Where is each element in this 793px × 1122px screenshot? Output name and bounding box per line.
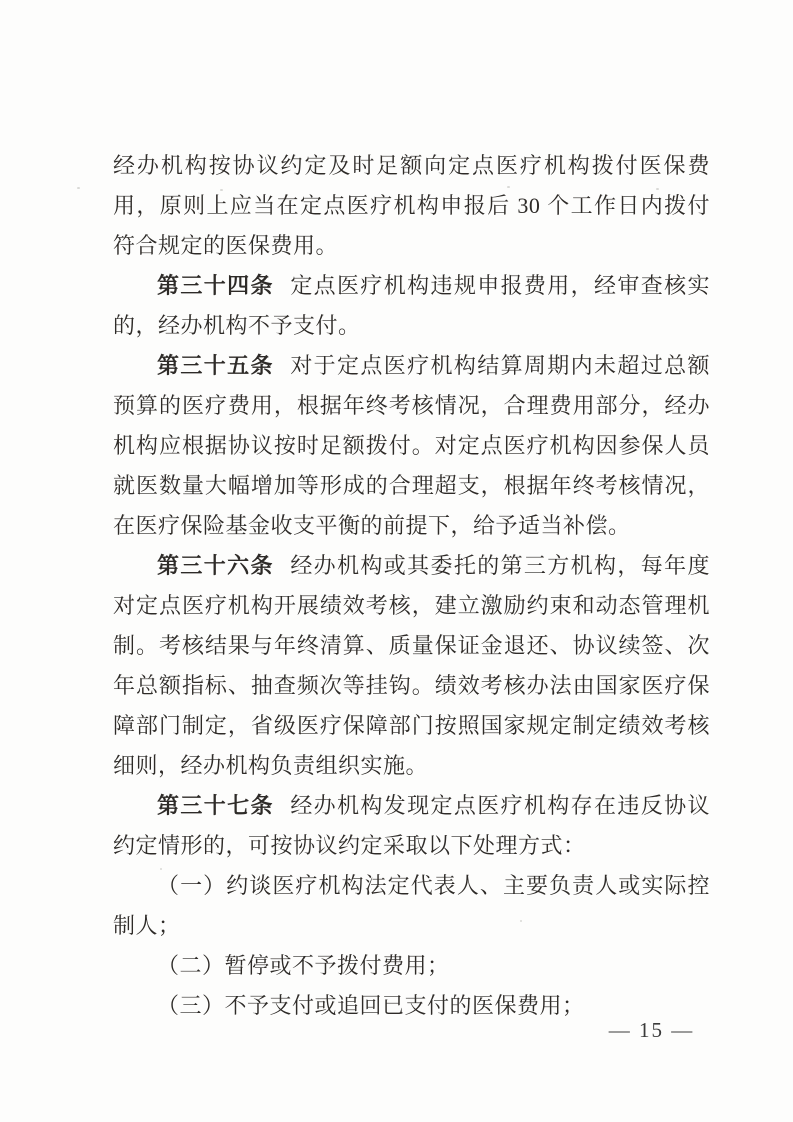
paragraph-text: 经办机构发现定点医疗机构存在违反协议约定情形的，可按协议约定采取以下处理方式： <box>113 793 710 858</box>
paragraph-article-36 <box>113 546 710 786</box>
paragraph-article-34 <box>113 266 710 346</box>
scan-speckle <box>77 187 80 189</box>
paragraph-text: 对于定点医疗机构结算周期内未超过总额预算的医疗费用，根据年终考核情况，合理费用部分，经办机构应根据协议按时足额拨付。对定点医疗机构因参保人员就医数量大幅增加等形成的合理超支，根据年终考核情况，在医疗保险基金收支平衡的前提下，给予适当补偿。 <box>113 353 710 538</box>
article-label: 第三十六条 <box>157 553 274 578</box>
page-number: — 15 — <box>608 1018 695 1042</box>
paragraph-continuation <box>113 146 710 266</box>
paragraph-article-35 <box>113 346 710 546</box>
article-label: 第三十五条 <box>157 353 274 378</box>
paragraph-text: 定点医疗机构违规申报费用，经审查核实的，经办机构不予支付。 <box>113 273 710 338</box>
list-item-1 <box>113 866 710 946</box>
list-item-2 <box>113 946 710 986</box>
article-label: 第三十七条 <box>157 793 274 818</box>
article-label: 第三十四条 <box>157 273 274 298</box>
paragraph-text: 经办机构或其委托的第三方机构，每年度对定点医疗机构开展绩效考核，建立激励约束和动态管理机制。考核结果与年终清算、质量保证金退还、协议续签、次年总额指标、抽查频次等挂钩。绩效考核办法由国家医疗保障部门制定，省级医疗保障部门按照国家规定制定绩效考核细则，经办机构负责组织实施。 <box>113 553 710 778</box>
paragraph-article-37 <box>113 786 710 866</box>
document-body <box>113 146 710 1026</box>
paragraph-text: 经办机构按协议约定及时足额向定点医疗机构拨付医保费用，原则上应当在定点医疗机构申报后 30 个工作日内拨付符合规定的医保费用。 <box>113 153 710 258</box>
paragraph-text: （二）暂停或不予拨付费用； <box>157 953 450 978</box>
paragraph-text: （一）约谈医疗机构法定代表人、主要负责人或实际控制人； <box>113 873 710 938</box>
paragraph-text: （三）不予支付或追回已支付的医保费用； <box>157 993 585 1018</box>
